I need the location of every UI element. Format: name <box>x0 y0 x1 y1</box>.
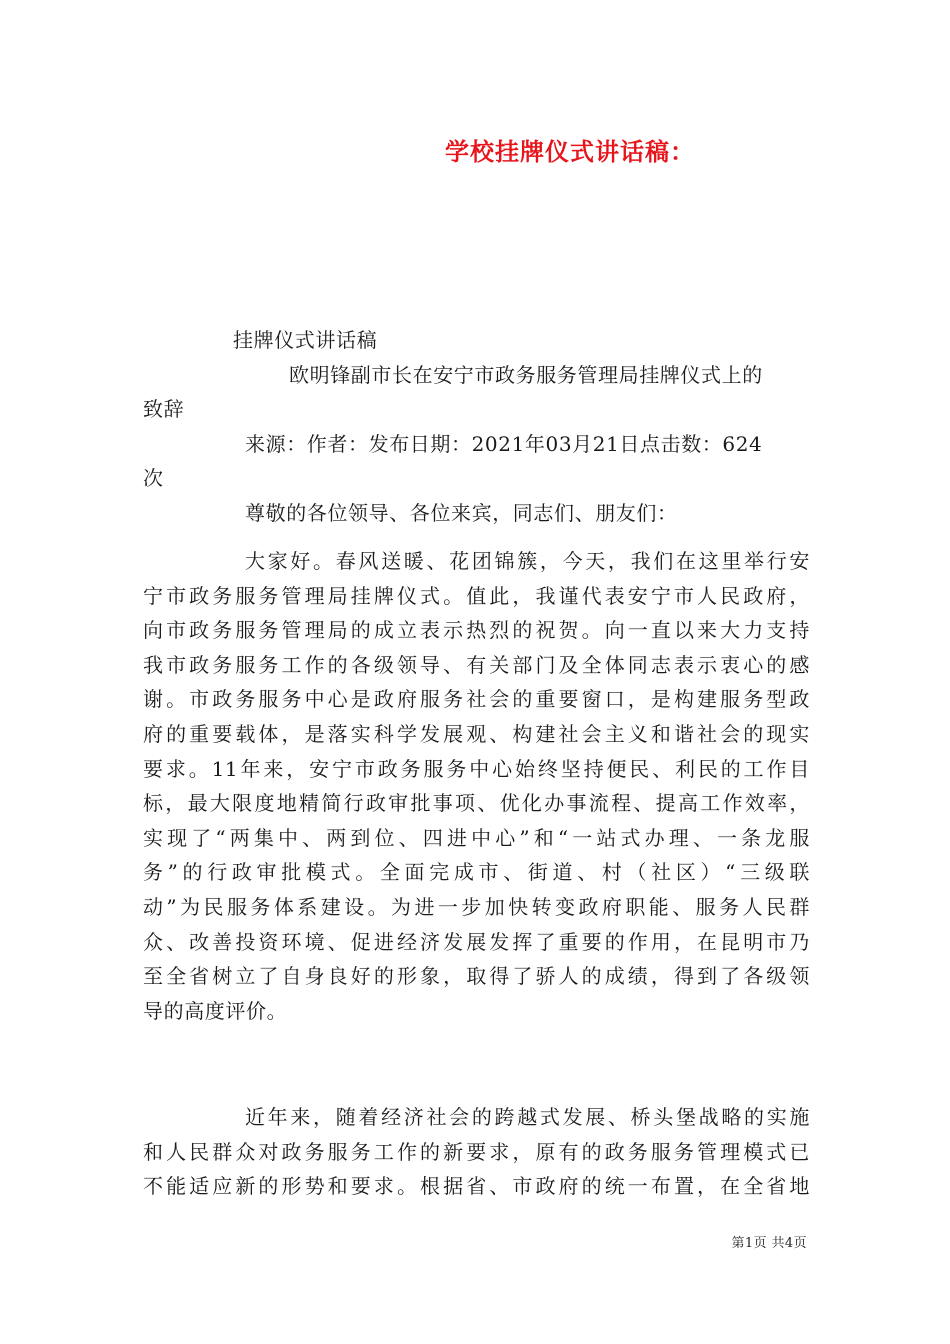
document-header-block <box>143 323 810 531</box>
paragraph-line: 实现了“两集中、两到位、四进中心”和“一站式办理、一条龙服 <box>143 825 810 850</box>
paragraph-line: 谢。市政务服务中心是政府服务社会的重要窗口，是构建服务型政 <box>143 687 810 712</box>
source-info-cont: 次 <box>143 466 164 491</box>
paragraph-line: 宁市政务服务管理局挂牌仪式。值此，我谨代表安宁市人民政府， <box>143 583 810 608</box>
paragraph-line: 不能适应新的形势和要求。根据省、市政府的统一布置，在全省地 <box>143 1174 810 1199</box>
paragraph-line: 至全省树立了自身良好的形象，取得了骄人的成绩，得到了各级领 <box>143 964 810 989</box>
salutation: 尊敬的各位领导、各位来宾，同志们、朋友们： <box>245 500 678 525</box>
page-number-footer: 第1页 共4页 <box>731 1236 807 1251</box>
source-info: 来源：作者：发布日期：2021年03月21日点击数：624 <box>245 431 763 456</box>
paragraph-line: 近年来，随着经济社会的跨越式发展、桥头堡战略的实施 <box>245 1105 810 1129</box>
paragraph-line: 向市政务服务管理局的成立表示热烈的祝贺。向一直以来大力支持 <box>143 618 810 643</box>
paragraph-line: 务”的行政审批模式。全面完成市、街道、村（社区）“三级联 <box>143 860 810 885</box>
paragraph-line: 导的高度评价。 <box>143 998 288 1023</box>
speech-subtitle-cont: 致辞 <box>143 397 185 422</box>
paragraph-line: 府的重要载体，是落实科学发展观、构建社会主义和谐社会的现实 <box>143 721 810 746</box>
paragraph-line: 动”为民服务体系建设。为进一步加快转变政府职能、服务人民群 <box>143 894 810 919</box>
paragraph-line: 我市政务服务工作的各级领导、有关部门及全体同志表示衷心的感 <box>143 652 810 677</box>
speech-heading: 挂牌仪式讲话稿 <box>233 328 378 352</box>
paragraph-line: 大家好。春风送暖、花团锦簇，今天，我们在这里举行安 <box>245 549 810 573</box>
paragraph-1 <box>143 544 810 1028</box>
document-title: 学校挂牌仪式讲话稿： <box>445 137 695 166</box>
paragraph-line: 要求。11年来，安宁市政务服务中心始终坚持便民、利民的工作目 <box>143 756 810 781</box>
paragraph-line: 和人民群众对政务服务工作的新要求，原有的政务服务管理模式已 <box>143 1139 810 1164</box>
paragraph-line: 众、改善投资环境、促进经济发展发挥了重要的作用，在昆明市乃 <box>143 929 810 954</box>
paragraph-2 <box>143 1100 810 1204</box>
speech-subtitle: 欧明锋副市长在安宁市政务服务管理局挂牌仪式上的 <box>289 362 763 387</box>
paragraph-line: 标，最大限度地精简行政审批事项、优化办事流程、提高工作效率， <box>143 791 810 816</box>
